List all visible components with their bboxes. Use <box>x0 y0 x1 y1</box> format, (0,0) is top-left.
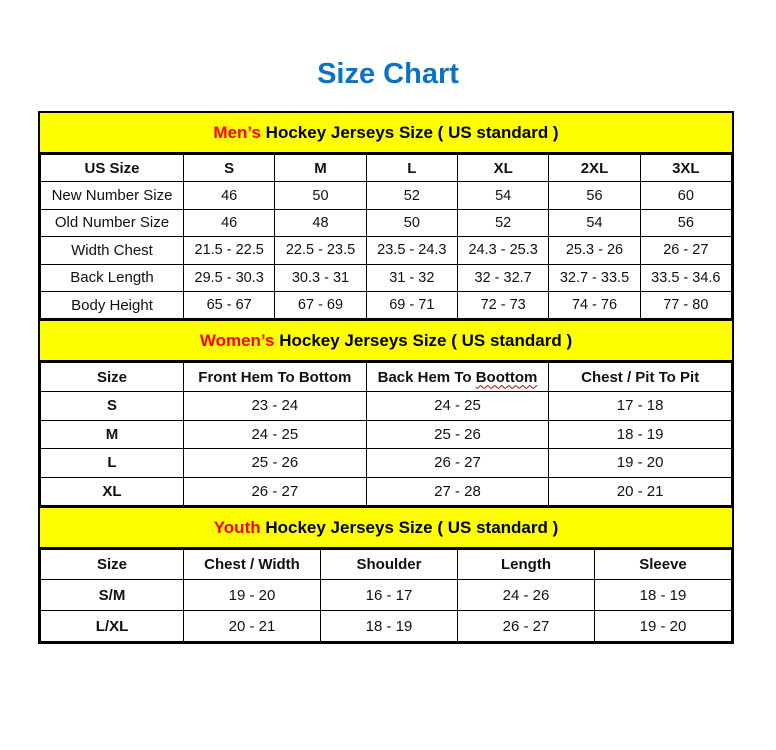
youth-column-header <box>458 550 595 580</box>
size-value-cell: 23 - 24 <box>184 391 367 420</box>
mens-section <box>40 113 732 319</box>
mens-column-header <box>275 155 366 182</box>
row-label: Body Height <box>41 291 184 318</box>
youth-row <box>41 611 732 642</box>
size-value-cell: 24 - 25 <box>366 391 549 420</box>
mens-title-rest: Hockey Jerseys Size ( US standard ) <box>260 123 559 142</box>
column-header-label: Sleeve <box>639 556 687 574</box>
size-value-cell: 25 - 26 <box>184 449 367 478</box>
size-value-cell: 77 - 80 <box>640 291 731 318</box>
womens-column-header <box>184 363 367 392</box>
size-value-cell: 52 <box>366 182 457 209</box>
mens-title-highlight: Men’s <box>213 123 261 142</box>
womens-table-title <box>40 319 732 362</box>
womens-section <box>40 319 732 506</box>
size-chart <box>38 111 734 644</box>
youth-header-row <box>41 550 732 580</box>
column-header-label: Back Hem To <box>377 368 476 386</box>
womens-row <box>41 477 732 506</box>
column-header-label: L <box>407 159 417 177</box>
youth-title-highlight: Youth <box>213 518 261 538</box>
row-label: L/XL <box>41 611 184 642</box>
row-label: Width Chest <box>41 237 184 264</box>
womens-size-table <box>40 362 732 506</box>
size-value-cell: 26 - 27 <box>640 237 731 264</box>
row-label: XL <box>41 477 184 506</box>
size-value-cell: 31 - 32 <box>366 264 457 291</box>
size-value-cell: 19 - 20 <box>184 580 321 611</box>
size-value-cell: 26 - 27 <box>184 477 367 506</box>
size-value-cell: 48 <box>275 209 366 236</box>
size-value-cell: 72 - 73 <box>457 291 548 318</box>
mens-column-header <box>549 155 640 182</box>
mens-header-row <box>41 155 732 182</box>
column-header-label: Chest / Width <box>204 556 300 574</box>
youth-section <box>40 506 732 642</box>
mens-size-table <box>40 154 732 319</box>
mens-column-header <box>457 155 548 182</box>
column-header-label: Size <box>96 556 127 574</box>
youth-table-title <box>40 506 732 549</box>
column-header-label: Shoulder <box>356 556 422 574</box>
womens-column-header <box>366 363 549 392</box>
column-header-label-misspelled: Boottom <box>475 368 538 386</box>
youth-column-header <box>41 550 184 580</box>
mens-table-title <box>40 113 732 154</box>
column-header-label: S <box>224 159 235 177</box>
youth-column-header <box>595 550 732 580</box>
mens-column-header <box>640 155 731 182</box>
mens-row <box>41 237 732 264</box>
column-header-label: Size <box>96 368 127 386</box>
size-value-cell: 54 <box>549 209 640 236</box>
column-header-label: US Size <box>84 159 140 177</box>
size-value-cell: 25 - 26 <box>366 420 549 449</box>
page-title: Size Chart <box>317 58 459 90</box>
size-value-cell: 19 - 20 <box>595 611 732 642</box>
size-value-cell: 54 <box>457 182 548 209</box>
size-value-cell: 60 <box>640 182 731 209</box>
column-header-label: Length <box>501 556 551 574</box>
row-label: M <box>41 420 184 449</box>
size-value-cell: 32.7 - 33.5 <box>549 264 640 291</box>
size-value-cell: 74 - 76 <box>549 291 640 318</box>
size-value-cell: 50 <box>275 182 366 209</box>
size-value-cell: 46 <box>184 209 275 236</box>
size-value-cell: 16 - 17 <box>321 580 458 611</box>
size-value-cell: 17 - 18 <box>549 391 732 420</box>
column-header-label: Chest / Pit To Pit <box>581 368 700 386</box>
column-header-label: Front Hem To Bottom <box>198 368 352 386</box>
size-value-cell: 18 - 19 <box>321 611 458 642</box>
mens-row <box>41 209 732 236</box>
size-value-cell: 56 <box>549 182 640 209</box>
size-value-cell: 24 - 26 <box>458 580 595 611</box>
womens-title-rest: Hockey Jerseys Size ( US standard ) <box>274 331 573 351</box>
size-value-cell: 24 - 25 <box>184 420 367 449</box>
column-header-label: 2XL <box>580 159 609 177</box>
size-value-cell: 26 - 27 <box>366 449 549 478</box>
womens-row <box>41 420 732 449</box>
size-value-cell: 30.3 - 31 <box>275 264 366 291</box>
size-value-cell: 23.5 - 24.3 <box>366 237 457 264</box>
size-value-cell: 67 - 69 <box>275 291 366 318</box>
size-value-cell: 33.5 - 34.6 <box>640 264 731 291</box>
row-label: Back Length <box>41 264 184 291</box>
youth-size-table <box>40 549 732 642</box>
size-value-cell: 18 - 19 <box>595 580 732 611</box>
row-label: L <box>41 449 184 478</box>
womens-column-header <box>41 363 184 392</box>
womens-row <box>41 391 732 420</box>
size-value-cell: 24.3 - 25.3 <box>457 237 548 264</box>
youth-column-header <box>184 550 321 580</box>
size-value-cell: 52 <box>457 209 548 236</box>
size-value-cell: 19 - 20 <box>549 449 732 478</box>
size-value-cell: 27 - 28 <box>366 477 549 506</box>
size-value-cell: 29.5 - 30.3 <box>184 264 275 291</box>
womens-column-header <box>549 363 732 392</box>
youth-column-header <box>321 550 458 580</box>
size-value-cell: 20 - 21 <box>549 477 732 506</box>
mens-column-header <box>366 155 457 182</box>
size-value-cell: 22.5 - 23.5 <box>275 237 366 264</box>
row-label: New Number Size <box>41 182 184 209</box>
column-header-label: M <box>314 159 327 177</box>
size-value-cell: 46 <box>184 182 275 209</box>
womens-header-row <box>41 363 732 392</box>
mens-column-header <box>41 155 184 182</box>
row-label: S/M <box>41 580 184 611</box>
size-value-cell: 50 <box>366 209 457 236</box>
mens-row <box>41 264 732 291</box>
youth-title-rest: Hockey Jerseys Size ( US standard ) <box>260 518 559 538</box>
size-value-cell: 69 - 71 <box>366 291 457 318</box>
column-header-label: 3XL <box>672 159 700 177</box>
mens-row <box>41 182 732 209</box>
size-value-cell: 20 - 21 <box>184 611 321 642</box>
womens-title-highlight: Women’s <box>199 331 275 351</box>
mens-row <box>41 291 732 318</box>
mens-column-header <box>184 155 275 182</box>
womens-row <box>41 449 732 478</box>
size-value-cell: 18 - 19 <box>549 420 732 449</box>
column-header-label: XL <box>493 159 513 177</box>
size-value-cell: 21.5 - 22.5 <box>184 237 275 264</box>
youth-row <box>41 580 732 611</box>
size-value-cell: 26 - 27 <box>458 611 595 642</box>
size-value-cell: 65 - 67 <box>184 291 275 318</box>
row-label: S <box>41 391 184 420</box>
row-label: Old Number Size <box>41 209 184 236</box>
size-value-cell: 25.3 - 26 <box>549 237 640 264</box>
size-value-cell: 56 <box>640 209 731 236</box>
size-value-cell: 32 - 32.7 <box>457 264 548 291</box>
